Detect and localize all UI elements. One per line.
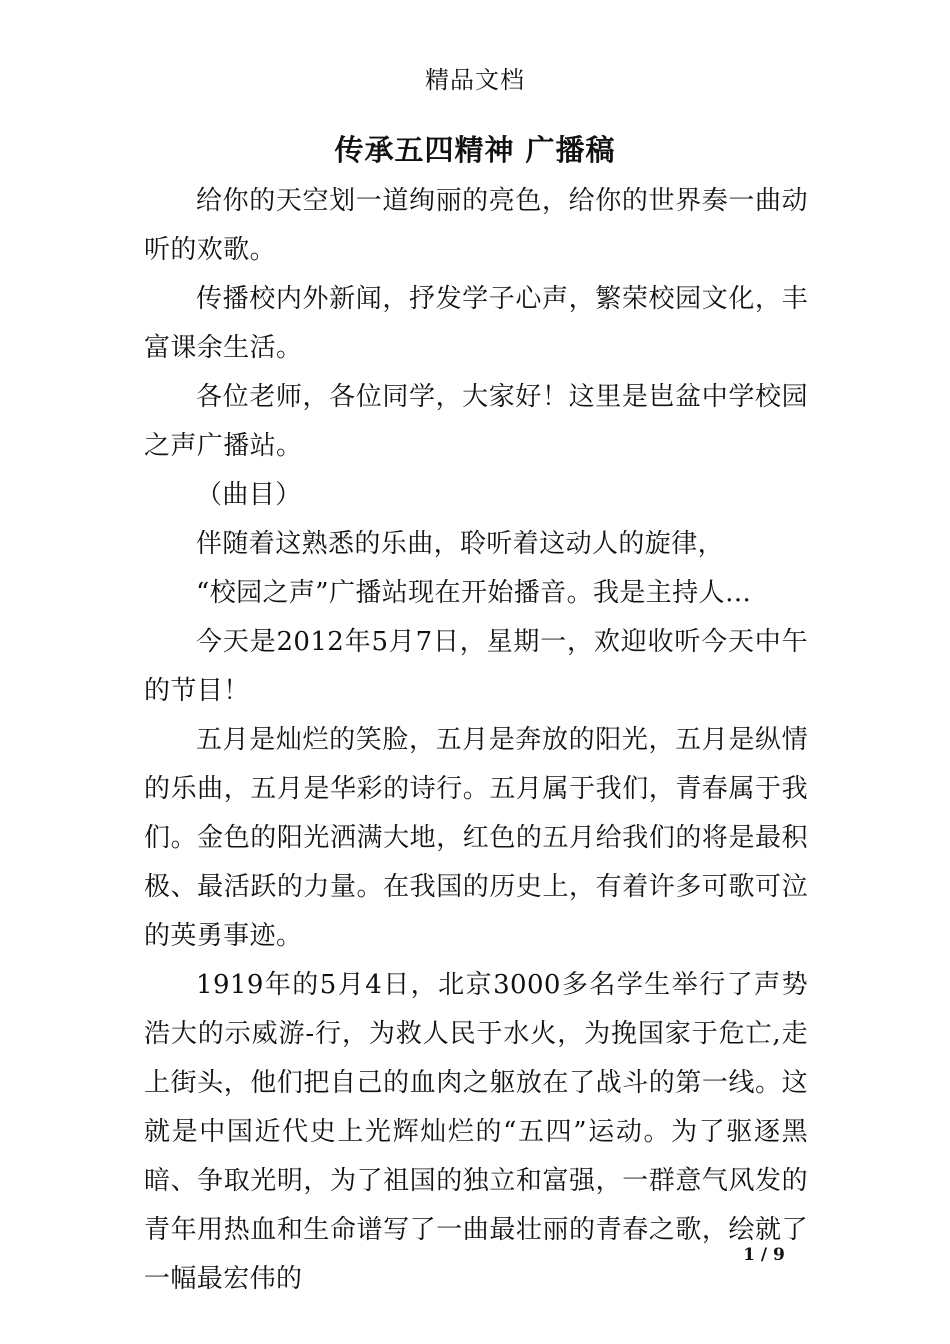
paragraph: 1919年的5月4日，北京3000多名学生举行了声势浩大的示威游-行，为救人民于水火，为挽国家于危亡,走上街头，他们把自己的血肉之躯放在了战斗的第一线。这就是中国近代史上光辉灿烂的“五四”运动。为了驱逐黑暗、争取光明，为了祖国的独立和富强，一群意气风发的青年用热血和生命谱写了一曲最壮丽的青春之歌，绘就了一幅最宏伟的 [144, 970, 808, 1294]
paragraph: 五月是灿烂的笑脸，五月是奔放的阳光，五月是纵情的乐曲，五月是华彩的诗行。五月属于我们，青春属于我们。金色的阳光洒满大地，红色的五月给我们的将是最积极、最活跃的力量。在我国的历史上，有着许多可歌可泣的英勇事迹。 [144, 725, 808, 951]
document-body [144, 177, 808, 1304]
paragraph: “校园之声”广播站现在开始播音。我是主持人… [196, 578, 752, 608]
page-header: 精品文档 [425, 66, 525, 94]
paragraph: 今天是2012年5月7日，星期一，欢迎收听今天中午的节目！ [144, 627, 808, 706]
paragraph: 各位老师，各位同学，大家好！这里是岜盆中学校园之声广播站。 [144, 382, 808, 461]
document-title: 传承五四精神 广播稿 [334, 133, 616, 167]
paragraph: （曲目） [196, 480, 302, 510]
paragraph: 伴随着这熟悉的乐曲，聆听着这动人的旋律， [196, 529, 725, 559]
paragraph: 给你的天空划一道绚丽的亮色，给你的世界奏一曲动听的欢歌。 [144, 186, 808, 265]
page-number: 1 / 9 [743, 1245, 785, 1265]
paragraph: 传播校内外新闻，抒发学子心声，繁荣校园文化，丰富课余生活。 [144, 284, 808, 363]
